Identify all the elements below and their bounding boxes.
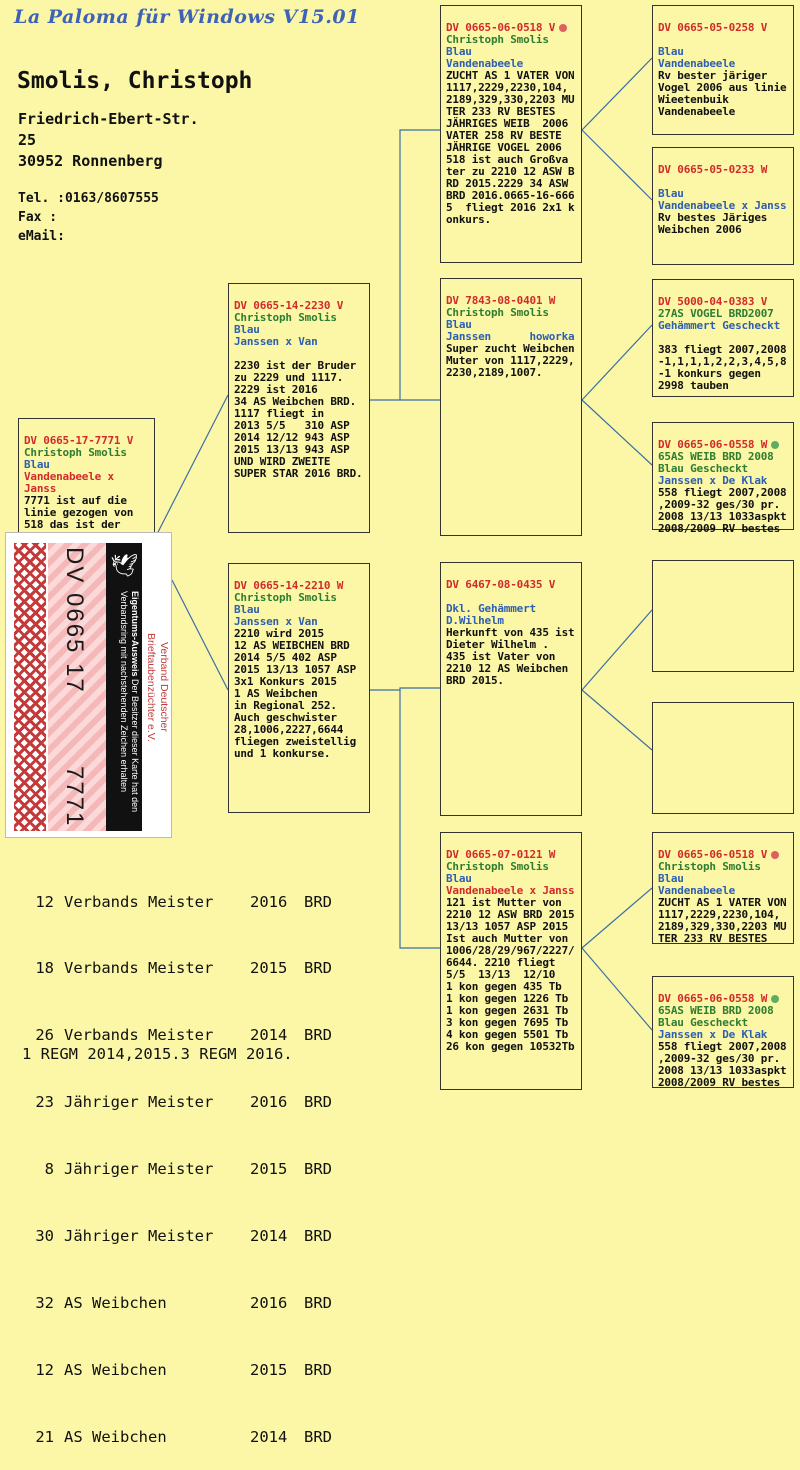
feather-color: Blau — [658, 872, 684, 885]
owner-city: 30952 Ronnenberg — [18, 152, 163, 170]
notes: 558 fliegt 2007,2008 ,2009-32 ges/30 pr. 2008 13/13 1033aspkt 2008/2009 RV bestes — [658, 486, 787, 535]
strain: Vandenabeele — [446, 57, 524, 70]
security-pattern — [14, 543, 46, 831]
strain: Vandenabeele — [658, 884, 736, 897]
list-item: 26 Verbands Meister 2014 BRD — [35, 1026, 332, 1045]
strain: Vandenabeele — [658, 57, 736, 70]
breeder-name: Christoph Smolis — [446, 860, 549, 873]
owner-street: Friedrich-Ebert-Str. — [18, 110, 199, 128]
connector-subject-father — [155, 395, 228, 538]
list-item: 12 AS Weibchen 2015 BRD — [35, 1360, 332, 1379]
pedigree-card-mother[interactable] — [228, 563, 370, 813]
feather-color: Blau Gescheckt — [658, 462, 748, 475]
connector-fm-fmm — [582, 400, 652, 465]
card-title: Eigentums-Ausweis — [130, 591, 140, 677]
ring-number: DV 0665-06-0518 V — [658, 848, 768, 861]
list-item: 30 Jähriger Meister 2014 BRD — [35, 1227, 332, 1246]
regional-summary: 1 REGM 2014,2015.3 REGM 2016. — [22, 1045, 293, 1063]
achievements-list — [22, 846, 332, 1470]
pedigree-card-mff-empty[interactable] — [652, 560, 794, 672]
breeder-name: Christoph Smolis — [24, 446, 127, 459]
ring-number: DV 0665-05-0233 W — [658, 163, 768, 176]
achievement-line: 65AS WEIB BRD 2008 — [658, 450, 774, 463]
list-item: 12 Verbands Meister 2016 BRD — [35, 892, 332, 911]
ring-number: DV 0665-06-0558 W — [658, 438, 768, 451]
feather-color: Blau — [658, 45, 684, 58]
notes: Rv bester järiger Vogel 2006 aus linie Wieetenbuik Vandenabeele — [658, 69, 787, 118]
connector-mm-mmf — [582, 888, 652, 948]
pedigree-card-father-mother[interactable] — [440, 278, 582, 536]
list-item: 18 Verbands Meister 2015 BRD — [35, 959, 332, 978]
ring-number: DV 0665-05-0258 V — [658, 21, 768, 34]
breeder-name: Christoph Smolis — [446, 33, 549, 46]
ring-number: DV 0665-14-2230 V — [234, 299, 344, 312]
connector-father-ff — [370, 130, 440, 400]
notes: Herkunft von 435 ist Dieter Wilhelm . 435 ist Vater von 2210 12 AS Weibchen BRD 2015. — [446, 626, 575, 687]
strain: Vandenabeele x Janss — [24, 470, 121, 495]
ring-number-field — [44, 547, 104, 827]
status-dot-icon — [771, 995, 779, 1003]
pedigree-card-ffm[interactable] — [652, 147, 794, 265]
ring-number: DV 0665-07-0121 W — [446, 848, 556, 861]
notes: 121 ist Mutter von 2210 12 ASW BRD 2015 13/13 1057 ASP 2015 Ist auch Mutter von 1006/28/29/967/2227/ 6644. 2210 fliegt 5/5 13/13 12/10 1 kon gegen 435 Tb 1 kon gegen 1226 Tb 1 kon gegen 2631 Tb 3 kon gegen 7695 Tb 4 kon gegen 5501 Tb 26 kon gegen 10532Tb — [446, 896, 575, 1053]
feather-color: Gehämmert Gescheckt — [658, 319, 781, 332]
feather-color: Blau Gescheckt — [658, 1016, 748, 1029]
notes: Super zucht Weibchen Muter von 1117,2229, 2230,2189,1007. — [446, 342, 575, 379]
strain: Vandenabeele x Janss — [446, 884, 575, 897]
app-title: La Paloma für Windows V15.01 — [14, 6, 360, 28]
feather-color: Dkl. Gehämmert — [446, 602, 536, 615]
ring-number: DV 0665-17-7771 V — [24, 434, 134, 447]
strain: Janssen x Van — [234, 615, 318, 628]
dove-logo-icon: 🕊 — [110, 554, 138, 579]
pedigree-card-mmm[interactable] — [652, 976, 794, 1088]
ring-number: DV 5000-04-0383 V — [658, 295, 768, 308]
feather-color: Blau — [234, 323, 260, 336]
notes: 7771 ist auf die linie gezogen von 518 das ist der — [24, 494, 134, 531]
feather-color: Blau — [446, 318, 472, 331]
feather-color: Blau — [24, 458, 50, 471]
pedigree-card-mother-mother[interactable] — [440, 832, 582, 1090]
owner-fax: Fax : — [18, 210, 58, 225]
connector-fm-fmf — [582, 325, 652, 400]
strain: Janssen howorka — [446, 330, 575, 343]
status-dot-icon — [771, 851, 779, 859]
pedigree-card-subject[interactable] — [18, 418, 155, 540]
owner-email: eMail: — [18, 229, 65, 244]
ring-prefix: DV 0665 17 — [61, 547, 88, 694]
org-line-2: Brieftaubenzüchter e.V. — [145, 632, 157, 742]
ring-serial: 7771 — [61, 765, 88, 827]
card-text — [118, 591, 140, 827]
pedigree-card-mfm-empty[interactable] — [652, 702, 794, 814]
status-dot-icon — [559, 24, 567, 32]
ring-number: DV 7843-08-0401 W — [446, 294, 556, 307]
breeder-name: Christoph Smolis — [234, 311, 337, 324]
strain: Janssen x De Klak — [658, 474, 768, 487]
ring-number: DV 0665-14-2210 W — [234, 579, 344, 592]
strain: Vandenabeele x Janss — [658, 199, 787, 212]
card-organisation — [144, 543, 170, 831]
org-line-1: Verband Deutscher — [158, 642, 170, 732]
pedigree-card-father-father[interactable] — [440, 5, 582, 263]
owner-tel: Tel. :0163/8607555 — [18, 191, 159, 206]
pedigree-card-fff[interactable] — [652, 5, 794, 135]
pedigree-card-mother-father[interactable] — [440, 562, 582, 816]
list-item: 23 Jähriger Meister 2016 BRD — [35, 1093, 332, 1112]
list-item: 32 AS Weibchen 2016 BRD — [35, 1293, 332, 1312]
connector-mf-mfm — [582, 690, 652, 750]
connector-mf-mff — [582, 610, 652, 690]
connector-ff-ffm — [582, 130, 652, 200]
connector-subject-mother — [172, 580, 228, 690]
pedigree-card-father[interactable] — [228, 283, 370, 533]
status-dot-icon — [771, 441, 779, 449]
pedigree-card-fmm[interactable] — [652, 422, 794, 535]
list-item: 8 Jähriger Meister 2015 BRD — [44, 1160, 332, 1179]
card-description: Der Besitzer dieser Karte hat den Verbandsring mit nachstehenden Zeichen erhalten — [119, 591, 140, 813]
notes: 383 fliegt 2007,2008 -1,1,1,1,2,2,3,4,5,8 -1 konkurs gegen 2998 tauben — [658, 343, 787, 392]
strain: Janssen x Van — [234, 335, 318, 348]
notes: ZUCHT AS 1 VATER VON 1117,2229,2230,104, 2189,329,330,2203 MU TER 233 RV BESTES — [658, 896, 787, 945]
strain: Janssen x De Klak — [658, 1028, 768, 1041]
owner-house-number: 25 — [18, 131, 37, 149]
notes: 2230 ist der Bruder zu 2229 und 1117. 2229 ist 2016 34 AS Weibchen BRD. 1117 fliegt in 2013 5/5 310 ASP 2014 12/12 943 ASP 2015 13/13 943 ASP UND WIRD ZWEITE SUPER STAR 2016 BRD. — [234, 359, 363, 480]
ring-number: DV 0665-06-0558 W — [658, 992, 768, 1005]
ring-number: DV 0665-06-0518 V — [446, 21, 556, 34]
notes: 2210 wird 2015 12 AS WEIBCHEN BRD 2014 5/5 402 ASP 2015 13/13 1057 ASP 3x1 Konkurs 2015 1 AS Weibchen in Regional 252. Auch geschwister 28,1006,2227,6644 fliegen zweistellig und 1 konkurse. — [234, 627, 357, 760]
ownership-card — [5, 532, 172, 838]
achievement-line: 65AS WEIB BRD 2008 — [658, 1004, 774, 1017]
achievement-line: 27AS VOGEL BRD2007 — [658, 307, 774, 320]
owner-name: Smolis, Christoph — [17, 68, 253, 94]
feather-color: Blau — [234, 603, 260, 616]
pedigree-card-mmf[interactable] — [652, 832, 794, 944]
notes: ZUCHT AS 1 VATER VON 1117,2229,2230,104, 2189,329,330,2203 MU TER 233 RV BESTES JÄHRIGES WEIB 2006 VATER 258 RV BESTE JÄHRIGE VOGEL 2006 518 ist auch Großva ter zu 2210 12 ASW B RD 2015.2229 34 ASW BRD 2016.0665-16-666 5 fliegt 2016 2x1 k onkurs. — [446, 69, 575, 226]
feather-color: Blau — [446, 45, 472, 58]
connector-ff-fff — [582, 58, 652, 130]
breeder-name: Christoph Smolis — [234, 591, 337, 604]
pedigree-card-fmf[interactable] — [652, 279, 794, 397]
list-item: 21 AS Weibchen 2014 BRD — [35, 1427, 332, 1446]
breeder-name: Christoph Smolis — [658, 860, 761, 873]
feather-color: Blau — [658, 187, 684, 200]
ring-number: DV 6467-08-0435 V — [446, 578, 556, 591]
notes: 558 fliegt 2007,2008 ,2009-32 ges/30 pr. 2008 13/13 1033aspkt 2008/2009 RV bestes — [658, 1040, 787, 1089]
connector-mm-mmm — [582, 948, 652, 1030]
connector-mother-mf — [370, 688, 440, 690]
breeder-name: Christoph Smolis — [446, 306, 549, 319]
feather-color: Blau — [446, 872, 472, 885]
strain: D.Wilhelm — [446, 614, 504, 627]
connector-mother-mm — [400, 690, 440, 948]
notes: Rv bestes Järiges Weibchen 2006 — [658, 211, 768, 236]
